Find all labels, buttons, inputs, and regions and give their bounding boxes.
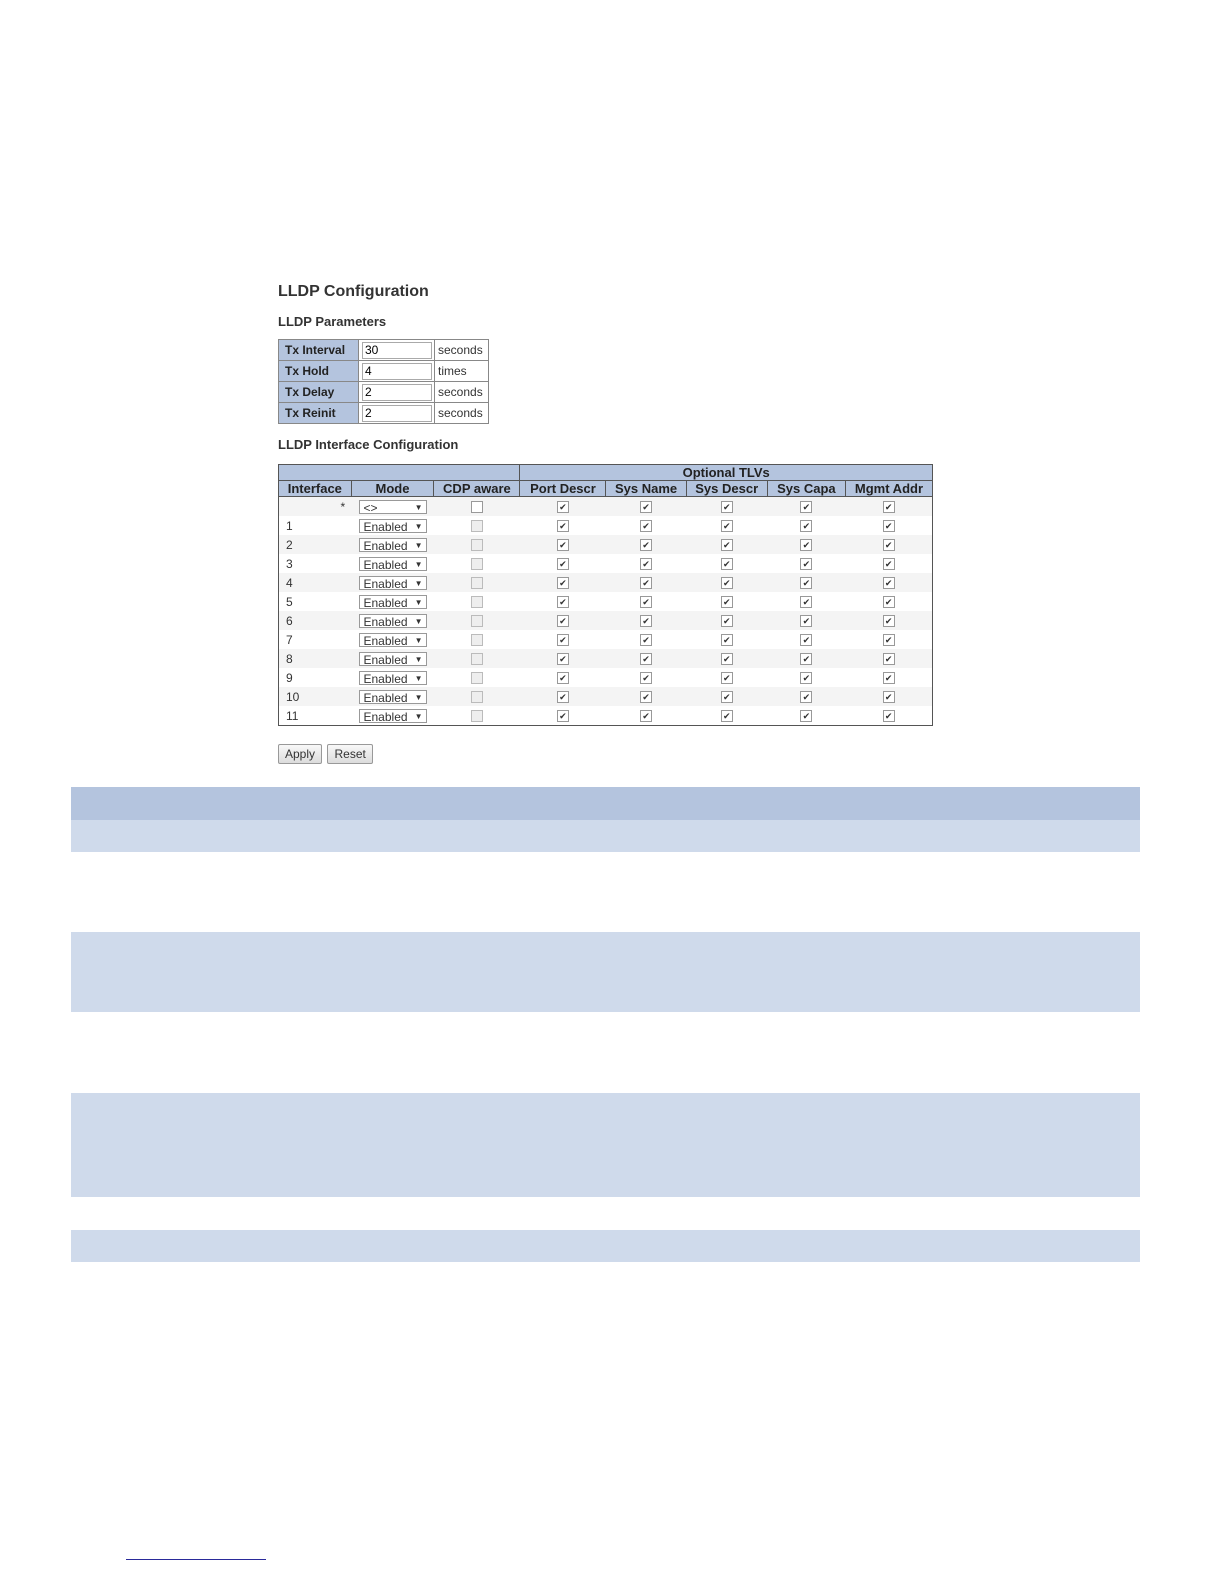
mode-value: Enabled: [363, 576, 408, 591]
mode-value: Enabled: [363, 595, 408, 610]
chevron-down-icon: ▼: [414, 711, 423, 721]
chevron-down-icon: ▼: [414, 597, 423, 607]
cdp-aware-checkbox[interactable]: [471, 634, 483, 646]
col-sys-descr: Sys Descr: [686, 481, 767, 497]
doc-table-header-band: [71, 787, 1140, 820]
mgmt-addr-checkbox[interactable]: ✔: [883, 596, 895, 608]
chevron-down-icon: ▼: [414, 673, 423, 683]
param-unit: seconds: [435, 382, 489, 403]
sys-capa-checkbox[interactable]: ✔: [800, 558, 812, 570]
interface-cell: 1: [279, 516, 352, 535]
header-spacer: [279, 465, 520, 481]
table-row: [279, 516, 933, 535]
col-cdp-aware: CDP aware: [434, 481, 520, 497]
cdp-aware-checkbox[interactable]: [471, 691, 483, 703]
table-row: [279, 706, 933, 726]
sys-descr-checkbox[interactable]: ✔: [721, 691, 733, 703]
optional-tlvs-header: Optional TLVs: [520, 465, 933, 481]
sys-name-checkbox[interactable]: ✔: [640, 710, 652, 722]
mgmt-addr-checkbox[interactable]: ✔: [883, 710, 895, 722]
tx-delay-input[interactable]: [362, 384, 432, 401]
sys-name-checkbox[interactable]: ✔: [640, 653, 652, 665]
interface-cell: 2: [279, 535, 352, 554]
table-row: [279, 592, 933, 611]
sys-descr-checkbox[interactable]: ✔: [721, 615, 733, 627]
wildcard-row: [279, 497, 933, 517]
table-row: [279, 554, 933, 573]
sys-capa-checkbox[interactable]: ✔: [800, 691, 812, 703]
port-descr-checkbox[interactable]: ✔: [557, 691, 569, 703]
table-row: [279, 649, 933, 668]
sys-name-checkbox[interactable]: ✔: [640, 596, 652, 608]
param-row-tx-interval: [279, 340, 489, 361]
sys-descr-checkbox[interactable]: ✔: [721, 653, 733, 665]
reset-button[interactable]: Reset: [327, 744, 372, 764]
mgmt-addr-checkbox[interactable]: ✔: [883, 539, 895, 551]
port-descr-checkbox[interactable]: ✔: [557, 539, 569, 551]
tx-hold-input[interactable]: [362, 363, 432, 380]
chevron-down-icon: ▼: [414, 521, 423, 531]
port-descr-checkbox[interactable]: ✔: [557, 634, 569, 646]
sys-name-checkbox[interactable]: ✔: [640, 558, 652, 570]
port-descr-checkbox[interactable]: ✔: [557, 577, 569, 589]
cdp-aware-checkbox[interactable]: [471, 672, 483, 684]
interface-cell: *: [279, 497, 352, 517]
sys-descr-checkbox[interactable]: ✔: [721, 577, 733, 589]
sys-name-checkbox[interactable]: ✔: [640, 634, 652, 646]
sys-descr-checkbox[interactable]: ✔: [721, 520, 733, 532]
interface-cell: 7: [279, 630, 352, 649]
table-row: [279, 668, 933, 687]
lldp-parameters-table: [278, 339, 489, 424]
table-row: [279, 611, 933, 630]
mgmt-addr-checkbox[interactable]: ✔: [883, 558, 895, 570]
mode-value: Enabled: [363, 614, 408, 629]
sys-capa-checkbox[interactable]: ✔: [800, 672, 812, 684]
col-sys-name: Sys Name: [606, 481, 686, 497]
chevron-down-icon: ▼: [414, 502, 423, 512]
param-unit: times: [435, 361, 489, 382]
cdp-aware-checkbox[interactable]: [471, 558, 483, 570]
mode-value: <>: [363, 500, 378, 515]
port-descr-checkbox[interactable]: ✔: [557, 615, 569, 627]
tx-reinit-input[interactable]: [362, 405, 432, 422]
param-row-tx-hold: [279, 361, 489, 382]
sys-name-checkbox[interactable]: ✔: [640, 691, 652, 703]
mode-select[interactable]: [359, 652, 427, 666]
chevron-down-icon: ▼: [414, 540, 423, 550]
mode-select[interactable]: [359, 538, 427, 552]
mode-value: Enabled: [363, 690, 408, 705]
cdp-aware-checkbox[interactable]: [471, 653, 483, 665]
tx-interval-input[interactable]: [362, 342, 432, 359]
port-descr-checkbox[interactable]: ✔: [557, 672, 569, 684]
cdp-aware-checkbox[interactable]: [471, 520, 483, 532]
col-port-descr: Port Descr: [520, 481, 606, 497]
mgmt-addr-checkbox[interactable]: ✔: [883, 672, 895, 684]
sys-name-checkbox[interactable]: ✔: [640, 520, 652, 532]
mode-select[interactable]: [359, 709, 427, 723]
param-label: Tx Interval: [279, 340, 359, 361]
sys-name-checkbox[interactable]: ✔: [640, 501, 652, 513]
iface-heading: LLDP Interface Configuration: [278, 437, 459, 452]
mode-select[interactable]: [359, 576, 427, 590]
params-heading: LLDP Parameters: [278, 314, 387, 329]
sys-descr-checkbox[interactable]: ✔: [721, 501, 733, 513]
mgmt-addr-checkbox[interactable]: ✔: [883, 501, 895, 513]
param-label: Tx Reinit: [279, 403, 359, 424]
sys-capa-checkbox[interactable]: ✔: [800, 653, 812, 665]
doc-table-row-band: [71, 820, 1140, 852]
mode-select[interactable]: [359, 595, 427, 609]
param-label: Tx Delay: [279, 382, 359, 403]
chevron-down-icon: ▼: [414, 692, 423, 702]
mode-value: Enabled: [363, 633, 408, 648]
table-row: [279, 630, 933, 649]
port-descr-checkbox[interactable]: ✔: [557, 501, 569, 513]
cdp-aware-checkbox[interactable]: [471, 539, 483, 551]
table-row: [279, 687, 933, 706]
col-sys-capa: Sys Capa: [767, 481, 845, 497]
cdp-aware-checkbox[interactable]: [471, 596, 483, 608]
mode-value: Enabled: [363, 709, 408, 724]
sys-name-checkbox[interactable]: ✔: [640, 615, 652, 627]
mode-select[interactable]: [359, 671, 427, 685]
footnote-rule: [126, 1559, 266, 1560]
interface-cell: 5: [279, 592, 352, 611]
chevron-down-icon: ▼: [414, 578, 423, 588]
mode-select[interactable]: [359, 557, 427, 571]
mode-value: Enabled: [363, 671, 408, 686]
lldp-interface-table: [278, 464, 933, 726]
doc-table-row-band: [71, 932, 1140, 1012]
mode-select[interactable]: [359, 614, 427, 628]
sys-capa-checkbox[interactable]: ✔: [800, 615, 812, 627]
interface-cell: 6: [279, 611, 352, 630]
interface-cell: 11: [279, 706, 352, 726]
sys-name-checkbox[interactable]: ✔: [640, 672, 652, 684]
sys-name-checkbox[interactable]: ✔: [640, 577, 652, 589]
col-mgmt-addr: Mgmt Addr: [845, 481, 932, 497]
doc-table-row-band: [71, 1093, 1140, 1197]
mgmt-addr-checkbox[interactable]: ✔: [883, 691, 895, 703]
sys-descr-checkbox[interactable]: ✔: [721, 710, 733, 722]
cdp-aware-checkbox[interactable]: [471, 501, 483, 513]
mgmt-addr-checkbox[interactable]: ✔: [883, 653, 895, 665]
mode-select[interactable]: [359, 633, 427, 647]
doc-table-row-band: [71, 1230, 1140, 1262]
sys-name-checkbox[interactable]: ✔: [640, 539, 652, 551]
sys-descr-checkbox[interactable]: ✔: [721, 672, 733, 684]
param-row-tx-delay: [279, 382, 489, 403]
sys-descr-checkbox[interactable]: ✔: [721, 539, 733, 551]
port-descr-checkbox[interactable]: ✔: [557, 558, 569, 570]
col-mode: Mode: [351, 481, 434, 497]
button-bar: [278, 744, 374, 764]
chevron-down-icon: ▼: [414, 616, 423, 626]
col-interface: Interface: [279, 481, 352, 497]
sys-capa-checkbox[interactable]: ✔: [800, 539, 812, 551]
mode-value: Enabled: [363, 557, 408, 572]
mode-select[interactable]: [359, 690, 427, 704]
port-descr-checkbox[interactable]: ✔: [557, 520, 569, 532]
sys-descr-checkbox[interactable]: ✔: [721, 596, 733, 608]
sys-descr-checkbox[interactable]: ✔: [721, 558, 733, 570]
chevron-down-icon: ▼: [414, 654, 423, 664]
chevron-down-icon: ▼: [414, 635, 423, 645]
param-unit: seconds: [435, 403, 489, 424]
port-descr-checkbox[interactable]: ✔: [557, 596, 569, 608]
sys-capa-checkbox[interactable]: ✔: [800, 596, 812, 608]
param-label: Tx Hold: [279, 361, 359, 382]
mode-select[interactable]: [359, 500, 427, 514]
cdp-aware-checkbox[interactable]: [471, 710, 483, 722]
interface-cell: 9: [279, 668, 352, 687]
port-descr-checkbox[interactable]: ✔: [557, 710, 569, 722]
cdp-aware-checkbox[interactable]: [471, 577, 483, 589]
mode-value: Enabled: [363, 652, 408, 667]
sys-capa-checkbox[interactable]: ✔: [800, 710, 812, 722]
param-row-tx-reinit: [279, 403, 489, 424]
table-row: [279, 535, 933, 554]
apply-button[interactable]: Apply: [278, 744, 322, 764]
mgmt-addr-checkbox[interactable]: ✔: [883, 615, 895, 627]
mgmt-addr-checkbox[interactable]: ✔: [883, 577, 895, 589]
param-unit: seconds: [435, 340, 489, 361]
chevron-down-icon: ▼: [414, 559, 423, 569]
sys-descr-checkbox[interactable]: ✔: [721, 634, 733, 646]
sys-capa-checkbox[interactable]: ✔: [800, 577, 812, 589]
interface-cell: 3: [279, 554, 352, 573]
page-title: LLDP Configuration: [278, 283, 429, 300]
interface-cell: 8: [279, 649, 352, 668]
sys-capa-checkbox[interactable]: ✔: [800, 520, 812, 532]
mode-select[interactable]: [359, 519, 427, 533]
mode-value: Enabled: [363, 519, 408, 534]
sys-capa-checkbox[interactable]: ✔: [800, 501, 812, 513]
mode-value: Enabled: [363, 538, 408, 553]
mgmt-addr-checkbox[interactable]: ✔: [883, 520, 895, 532]
interface-cell: 4: [279, 573, 352, 592]
sys-capa-checkbox[interactable]: ✔: [800, 634, 812, 646]
interface-cell: 10: [279, 687, 352, 706]
port-descr-checkbox[interactable]: ✔: [557, 653, 569, 665]
table-row: [279, 573, 933, 592]
mgmt-addr-checkbox[interactable]: ✔: [883, 634, 895, 646]
cdp-aware-checkbox[interactable]: [471, 615, 483, 627]
